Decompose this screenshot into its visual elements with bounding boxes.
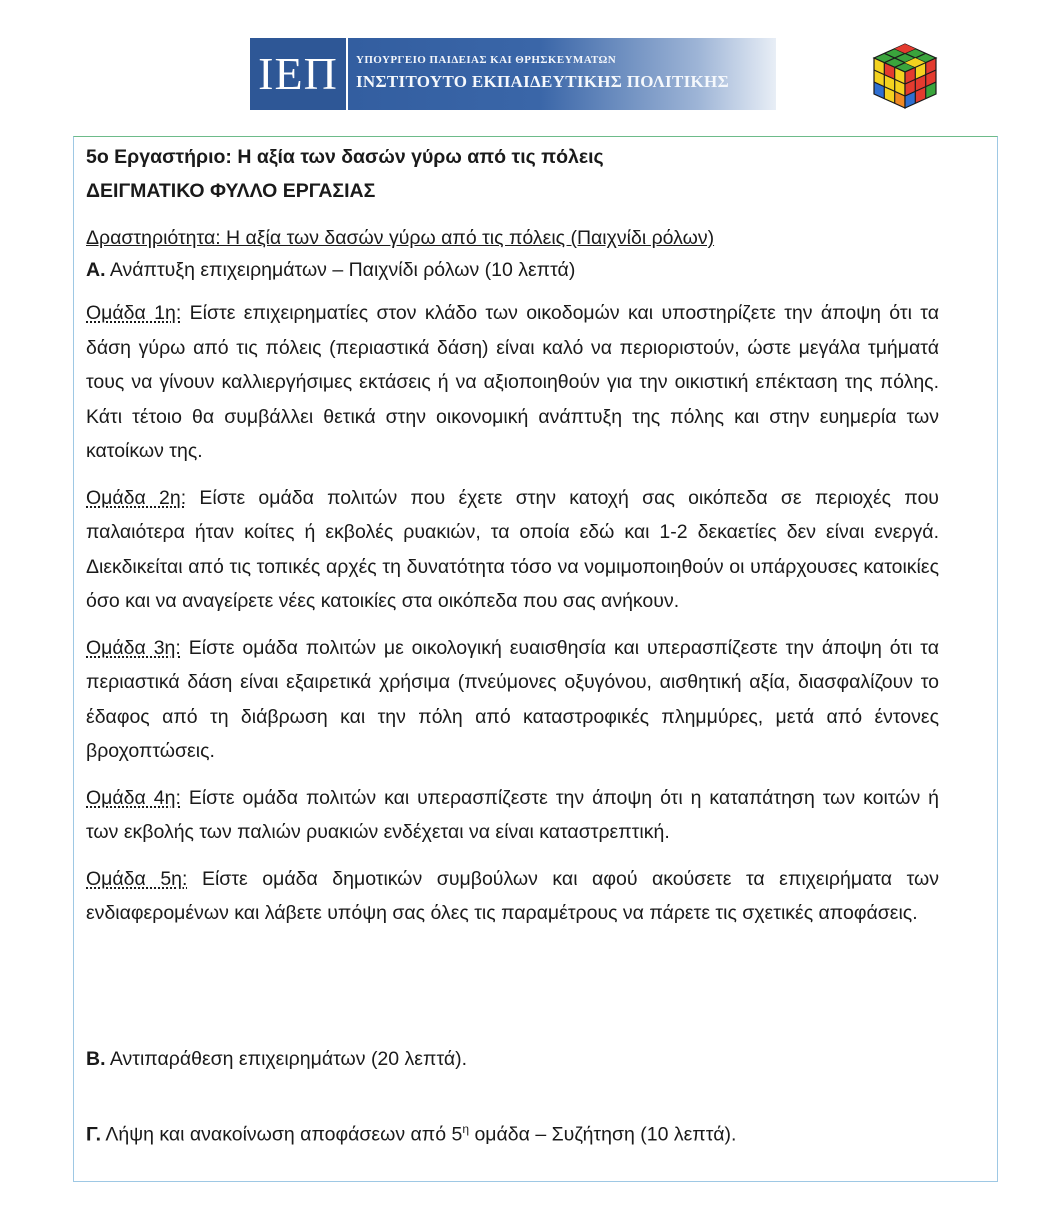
group-1-label: Ομάδα 1η: xyxy=(86,302,182,324)
group-3-text: Είστε ομάδα πολιτών με οικολογική ευαισθησία και υπερασπίζεστε την άποψη ότι τα περιαστικά δάση είναι εξαιρετικά χρήσιμα (πνεύμονες οξυγόνου, αισθητική αξία, διασφαλίζουν το έδαφος από τη διάβρωση και την πόλη από καταστροφικές πλημμύρες, μετά από έντονες βροχοπτώσεις. xyxy=(86,636,939,762)
group-4-paragraph xyxy=(86,781,939,850)
header-banner xyxy=(250,38,776,110)
group-4-label: Ομάδα 4η: xyxy=(86,786,181,809)
section-b-label: Β. xyxy=(86,1048,106,1070)
group-4-text: Είστε ομάδα πολιτών και υπερασπίζεστε την άποψη ότι η καταπάτηση των κοιτών ή των εκβολής των παλιών ρυακιών ενδέχεται να είναι καταστρεπτική. xyxy=(86,786,939,843)
section-c-text-before: Λήψη και ανακοίνωση αποφάσεων από 5 xyxy=(101,1123,463,1146)
group-3-label: Ομάδα 3η: xyxy=(86,636,181,659)
logo-text: ΙΕΠ xyxy=(258,48,338,99)
iep-logo xyxy=(250,38,348,110)
section-a xyxy=(86,254,939,286)
group-5-label: Ομάδα 5η: xyxy=(86,867,188,890)
section-b-text: Αντιπαράθεση επιχειρημάτων (20 λεπτά). xyxy=(105,1048,468,1070)
rubiks-cube-icon xyxy=(870,40,940,112)
group-2-label: Ομάδα 2η: xyxy=(86,486,187,509)
section-a-label: Α. xyxy=(86,259,106,281)
activity-heading: Δραστηριότητα: Η αξία των δασών γύρω από τις πόλεις (Παιχνίδι ρόλων) xyxy=(86,227,715,249)
group-5-text: Είστε ομάδα δημοτικών συμβούλων και αφού ακούσετε τα επιχειρήματα των ενδιαφερομένων και λάβετε υπόψη σας όλες τις παραμέτρους να πάρετε τις σχετικές αποφάσεις. xyxy=(86,867,939,924)
group-1-paragraph xyxy=(86,296,939,469)
group-3-paragraph xyxy=(86,631,939,769)
section-c-label: Γ. xyxy=(86,1123,101,1146)
ministry-name: ΥΠΟΥΡΓΕΙΟ ΠΑΙΔΕΙΑΣ ΚΑΙ ΘΡΗΣΚΕΥΜΑΤΩΝ xyxy=(356,54,617,66)
section-c-text-after: ομάδα – Συζήτηση (10 λεπτά). xyxy=(469,1123,737,1146)
section-c xyxy=(86,1113,736,1151)
group-2-text: Είστε ομάδα πολιτών που έχετε στην κατοχή σας οικόπεδα σε περιοχές που παλαιότερα ήταν κοίτες ή εκβολές ρυακιών, τα οποία εδώ και 1-2 δεκαετίες δεν είναι ενεργά. Διεκδικείται από τις τοπικές αρχές τη δυνατότητα τόσο να νομιμοποιηθούν οι υπάρχουσες κατοικίες όσο και να αναγείρετε νέες κατοικίες στα οικόπεδα που σας ανήκουν. xyxy=(86,486,939,612)
group-1-text: Είστε επιχειρηματίες στον κλάδο των οικοδομών και υποστηρίζετε την άποψη ότι τα δάση γύρω από τις πόλεις (περιαστικά δάση) είναι καλό να περιοριστούν, ώστε μεγάλα τμήματά τους να γίνουν καλλιεργήσιμες εκτάσεις ή να αξιοποιηθούν για την οικιστική επέκταση της πόλης. Κάτι τέτοιο θα συμβάλλει θετικά στην οικονομική ανάπτυξη της πόλης και στην ευημερία των κατοίκων της. xyxy=(86,302,939,462)
group-2-paragraph xyxy=(86,481,939,619)
section-b xyxy=(86,1043,467,1075)
workshop-title: 5ο Εργαστήριο: Η αξία των δασών γύρω από τις πόλεις xyxy=(86,146,604,168)
institute-name: ΙΝΣΤΙΤΟΥΤΟ ΕΚΠΑΙΔΕΥΤΙΚΗΣ ΠΟΛΙΤΙΚΗΣ xyxy=(356,72,729,91)
group-5-paragraph xyxy=(86,862,939,931)
worksheet-subtitle: ΔΕΙΓΜΑΤΙΚΟ ΦΥΛΛΟ ΕΡΓΑΣΙΑΣ xyxy=(86,180,376,202)
section-c-superscript: η xyxy=(462,1122,470,1136)
worksheet-content xyxy=(86,140,939,931)
section-a-text: Ανάπτυξη επιχειρημάτων – Παιχνίδι ρόλων (10 λεπτά) xyxy=(105,259,576,281)
